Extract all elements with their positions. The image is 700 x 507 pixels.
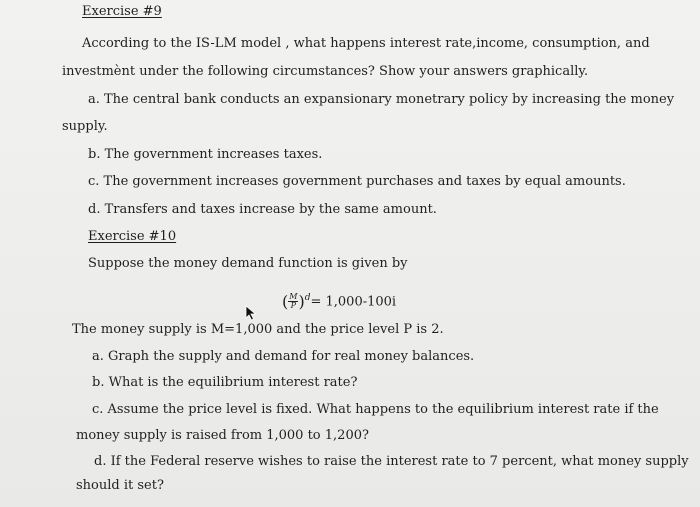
exercise-9-heading: Exercise #9 xyxy=(82,4,162,19)
exercise-10-item-d-line-1: d. If the Federal reserve wishes to raise the interest rate to 7 percent, what money supply xyxy=(94,454,689,469)
exercise-9-item-a-line-2: supply. xyxy=(62,119,108,134)
exercise-10-item-d-line-2: should it set? xyxy=(76,478,164,493)
exercise-9-intro-line-2: investmènt under the following circumstances? Show your answers graphically. xyxy=(62,64,589,79)
exercise-10-item-c-line-1: c. Assume the price level is fixed. What happens to the equilibrium interest rate if the xyxy=(92,402,659,417)
exercise-10-supply-line: The money supply is M=1,000 and the price level P is 2. xyxy=(72,322,444,337)
exercise-10-item-b: b. What is the equilibrium interest rate? xyxy=(92,375,358,390)
money-demand-equation: ( $\frac{M}{P}$ )$^d$= 1,000-100i xyxy=(282,291,397,311)
exercise-10-item-c-line-2: money supply is raised from 1,000 to 1,200? xyxy=(76,428,369,443)
exercise-9-intro-line-1: According to the IS-LM model , what happens interest rate,income, consumption, and xyxy=(82,36,650,51)
equation-superscript: d xyxy=(304,293,311,303)
equation-numerator: M xyxy=(289,292,298,302)
exercise-10-heading: Exercise #10 xyxy=(88,229,177,244)
exercise-10-item-a: a. Graph the supply and demand for real money balances. xyxy=(92,349,475,364)
exercise-9-item-b: b. The government increases taxes. xyxy=(88,147,323,162)
exercise-9-item-d: d. Transfers and taxes increase by the same amount. xyxy=(88,202,437,217)
exercise-9-item-a-line-1: a. The central bank conducts an expansionary monetrary policy by increasing the money xyxy=(88,92,675,107)
exercise-10-intro: Suppose the money demand function is given by xyxy=(88,256,408,271)
mouse-pointer-icon xyxy=(245,305,257,321)
equation-denominator: P xyxy=(290,301,297,311)
exercise-9-item-c: c. The government increases government purchases and taxes by equal amounts. xyxy=(88,174,626,189)
equation-fraction xyxy=(288,293,298,310)
equation-rhs: = 1,000-100i xyxy=(310,294,397,310)
